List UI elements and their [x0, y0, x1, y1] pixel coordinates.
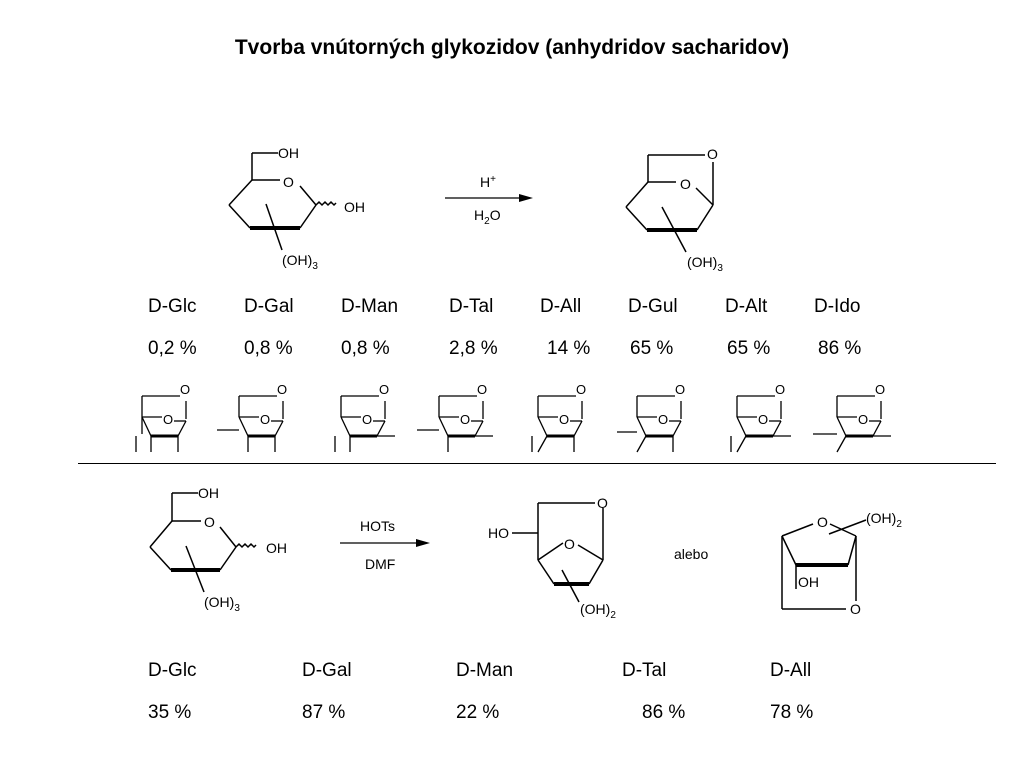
scheme2-product-furanose	[782, 520, 866, 609]
scheme1-sugar-label: D-Gal	[244, 296, 294, 317]
scheme2-yield-label: 22 %	[456, 702, 500, 723]
scheme2-reactant-oh-anomeric: OH	[266, 540, 287, 556]
scheme2-reagent-hots: HOTs	[360, 518, 395, 534]
scheme2-product-pyranose	[512, 503, 603, 602]
scheme2-yield-label: 35 %	[148, 702, 192, 723]
scheme2-product-oh2: (OH)	[580, 601, 611, 617]
scheme1-yield-label: 0,8 %	[341, 338, 390, 359]
conformer-ido-ring-o: O	[858, 412, 869, 427]
scheme1-product-oh3: (OH)	[687, 254, 718, 270]
scheme1-sugar-label: D-All	[540, 296, 582, 317]
scheme2-sugar-label: D-Tal	[622, 660, 667, 681]
scheme1-yield-label: 65 %	[727, 338, 771, 359]
scheme2-furanose-oh: OH	[798, 574, 819, 590]
scheme2-sugar-label: D-Man	[456, 660, 514, 681]
scheme2-reactant-oh-top: OH	[198, 485, 219, 501]
conformer-tal-ring-o: O	[460, 412, 471, 427]
scheme2-yield-label: 78 %	[770, 702, 814, 723]
scheme1-reagent-water-o: O	[489, 207, 501, 223]
conformer-gul-bridge-o: O	[675, 382, 686, 397]
scheme1-reactant-oh-top: OH	[278, 145, 299, 161]
conformer-man-ring-o: O	[362, 412, 373, 427]
scheme2-product-oh2-sub: 2	[610, 610, 616, 621]
scheme2-furanose-oh2: (OH)	[866, 510, 897, 526]
scheme2-yield-label: 86 %	[642, 702, 686, 723]
scheme1-product-bridge-o: O	[707, 146, 718, 162]
scheme1-sugar-label: D-Tal	[449, 296, 494, 317]
scheme1-reactant-ring-o: O	[283, 174, 294, 190]
scheme1-yield-label: 65 %	[630, 338, 674, 359]
scheme2-furanose-bridge-o: O	[850, 601, 861, 617]
scheme1-yield-label: 2,8 %	[449, 338, 498, 359]
scheme2-reactant-pyranose	[150, 493, 256, 592]
scheme2-sugar-label: D-Gal	[302, 660, 352, 681]
conformer-all-ring-o: O	[559, 412, 570, 427]
conformer-man-bridge-o: O	[379, 382, 390, 397]
scheme2-reagent-dmf: DMF	[365, 556, 396, 572]
scheme1-product-ring-o: O	[680, 176, 691, 192]
conformer-alt-bridge-o: O	[775, 382, 786, 397]
scheme1-reagent-acid-sup: +	[490, 174, 496, 185]
svg-text:(OH)2	[866, 510, 902, 530]
conformer-glc-ring-o: O	[163, 412, 174, 427]
scheme2-reaction-arrow	[340, 539, 430, 547]
conformer-tal-bridge-o: O	[477, 382, 488, 397]
scheme1-sugar-label: D-Glc	[148, 296, 197, 317]
scheme1-reagent-water-sub: 2	[484, 216, 490, 227]
scheme1-sugar-label: D-Alt	[725, 296, 768, 317]
scheme1-product-oh3-sub: 3	[717, 263, 723, 274]
conformer-gal-ring-o: O	[260, 412, 271, 427]
scheme1-reactant-oh-anomeric: OH	[344, 199, 365, 215]
conformer-gal-bridge-o: O	[277, 382, 288, 397]
conformer-glc-bridge-o: O	[180, 382, 191, 397]
scheme2-reactant-oh3-sub: 3	[234, 603, 240, 614]
scheme1-yield-label: 14 %	[547, 338, 591, 359]
scheme1-sugar-label: D-Ido	[814, 296, 861, 317]
conformer-ido-bridge-o: O	[875, 382, 886, 397]
conformer-all-bridge-o: O	[576, 382, 587, 397]
scheme1-reagent-water: H	[474, 207, 485, 223]
scheme1-sugar-label: D-Gul	[628, 296, 678, 317]
scheme1-reactant-oh3: (OH)	[282, 252, 313, 268]
scheme2-product-ho: HO	[488, 525, 509, 541]
svg-text:(OH)3	[204, 594, 240, 614]
scheme2-product-bridge-o: O	[597, 495, 608, 511]
scheme2-product-ring-o: O	[564, 536, 575, 552]
conformer-gul-ring-o: O	[658, 412, 669, 427]
scheme2-sugar-label: D-Glc	[148, 660, 197, 681]
scheme2-furanose-ring-o: O	[817, 514, 828, 530]
conformer-alt-ring-o: O	[758, 412, 769, 427]
scheme1-reactant-oh3-sub: 3	[312, 261, 318, 272]
scheme2-sugar-label: D-All	[770, 660, 812, 681]
scheme1-yield-label: 86 %	[818, 338, 862, 359]
scheme2-reactant-oh3: (OH)	[204, 594, 235, 610]
scheme1-yield-label: 0,8 %	[244, 338, 293, 359]
scheme2-furanose-oh2-sub: 2	[896, 519, 902, 530]
alternative-word: alebo	[674, 546, 709, 562]
scheme2-yield-label: 87 %	[302, 702, 346, 723]
scheme1-sugar-label: D-Man	[341, 296, 399, 317]
slide-title: Tvorba vnútorných glykozidov (anhydridov sacharidov)	[234, 36, 790, 59]
scheme1-yield-label: 0,2 %	[148, 338, 197, 359]
svg-text:(OH)2	[580, 601, 616, 621]
scheme2-reactant-ring-o: O	[204, 514, 215, 530]
scheme1-reagent-acid: H	[480, 174, 491, 190]
